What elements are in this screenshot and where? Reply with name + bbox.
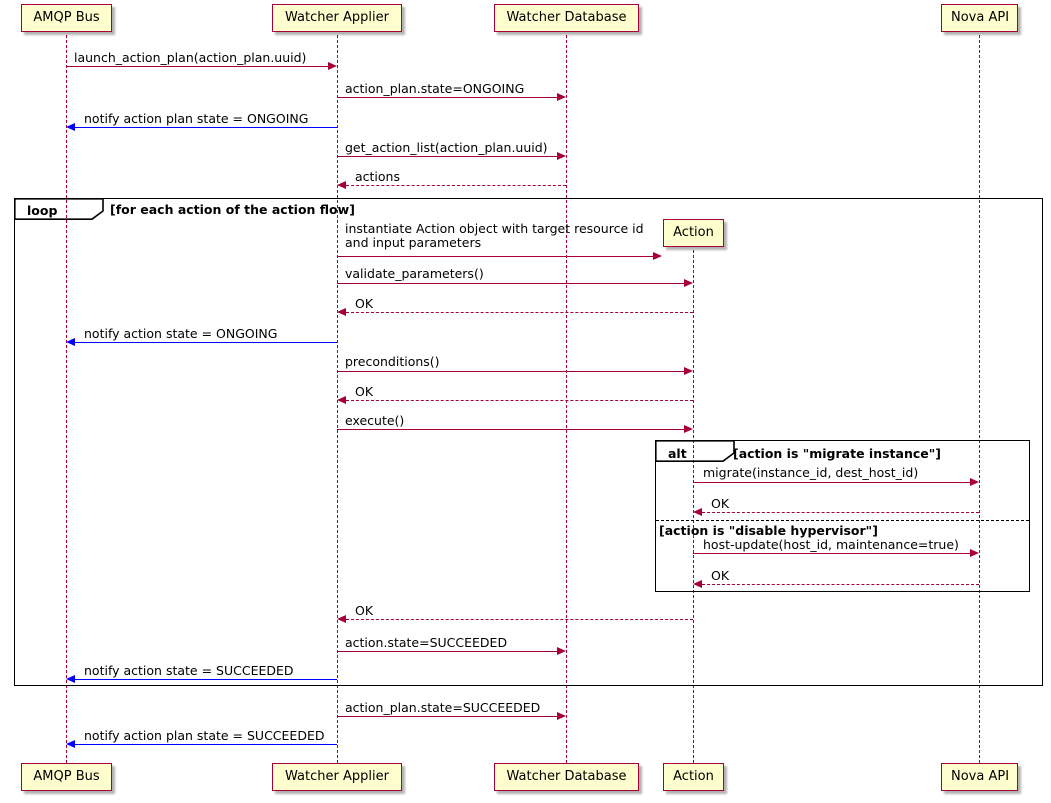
message-line-m8 [346,312,693,313]
message-line-m12 [337,429,684,430]
message-label-m8: OK [355,296,374,311]
message-line-m4 [337,156,557,157]
message-line-m14 [702,512,979,513]
message-label-m19: notify action state = SUCCEEDED [84,663,294,678]
message-line-m7 [337,283,684,284]
participant-box-db-top[interactable] [494,4,639,32]
message-arrowhead-m13 [970,478,979,486]
participant-box-applier-top[interactable] [272,4,402,32]
message-arrowhead-m4 [557,152,566,160]
message-arrowhead-m5 [337,181,346,189]
message-arrowhead-m19 [66,675,75,683]
participant-label-amqp-top: AMQP Bus [33,10,100,25]
message-label-m13: migrate(instance_id, dest_host_id) [703,465,919,480]
participant-label-nova-bottom: Nova API [951,769,1010,784]
message-line-m5 [346,185,566,186]
message-label-m21: notify action plan state = SUCCEEDED [84,728,325,743]
message-line-m6 [337,256,653,257]
message-arrowhead-m3 [66,123,75,131]
message-arrowhead-m20 [557,712,566,720]
message-label-m4: get_action_list(action_plan.uuid) [345,140,548,155]
participant-label-applier-top: Watcher Applier [285,10,389,25]
alt-frame-divider [656,520,1029,521]
participant-box-nova-top[interactable] [941,4,1018,32]
message-arrowhead-m16 [693,580,702,588]
message-arrowhead-m14 [693,508,702,516]
participant-label-nova-top: Nova API [951,10,1010,25]
message-line-m21 [75,744,337,745]
participant-box-amqp-bottom[interactable] [21,763,112,791]
alt-frame-tab [655,440,735,462]
participant-box-applier-bottom[interactable] [272,763,402,791]
message-label-m10: preconditions() [345,354,440,369]
message-label-m6-line2: and input parameters [345,235,482,251]
message-line-m20 [337,716,557,717]
alt-frame-keyword: alt [668,446,687,461]
message-line-m11 [346,400,693,401]
message-label-m14: OK [711,496,730,511]
alt-frame-guard: [action is "migrate instance"] [733,446,941,461]
message-line-m3 [75,127,337,128]
message-label-m20: action_plan.state=SUCCEEDED [345,700,541,715]
participant-box-amqp-top[interactable] [21,4,112,32]
message-arrowhead-m2 [557,93,566,101]
message-line-m15 [693,553,970,554]
message-label-m17: OK [355,603,374,618]
message-label-m12: execute() [345,413,405,428]
loop-frame-keyword: loop [27,203,58,218]
message-line-m1 [66,66,328,67]
message-arrowhead-m11 [337,396,346,404]
message-arrowhead-m9 [66,338,75,346]
message-label-m3: notify action plan state = ONGOING [84,111,309,126]
participant-box-nova-bottom[interactable] [941,763,1018,791]
message-label-m9: notify action state = ONGOING [84,326,278,341]
message-label-m6 [345,222,644,251]
message-line-m17 [346,619,693,620]
message-arrowhead-m17 [337,615,346,623]
message-label-m7: validate_parameters() [345,266,484,281]
message-line-m2 [337,97,557,98]
message-arrowhead-m8 [337,308,346,316]
message-line-m18 [337,651,557,652]
message-arrowhead-m6 [653,252,662,260]
participant-label-applier-bottom: Watcher Applier [285,769,389,784]
loop-frame-guard: [for each action of the action flow] [110,202,355,217]
participant-label-db-bottom: Watcher Database [506,769,627,784]
participant-box-db-bottom[interactable] [494,763,639,791]
message-line-m13 [693,482,970,483]
message-line-m16 [702,584,979,585]
message-arrowhead-m18 [557,647,566,655]
participant-box-action-bottom[interactable] [663,763,724,791]
message-arrowhead-m10 [684,367,693,375]
participant-label-db-top: Watcher Database [506,10,627,25]
message-label-m18: action.state=SUCCEEDED [345,635,508,650]
message-label-m11: OK [355,384,374,399]
participant-box-action-inline[interactable] [663,219,724,247]
message-label-m2: action_plan.state=ONGOING [345,81,525,96]
message-arrowhead-m21 [66,740,75,748]
message-line-m19 [75,679,337,680]
alt-frame-else-guard: [action is "disable hypervisor"] [659,523,878,538]
message-arrowhead-m15 [970,549,979,557]
participant-label-amqp-bottom: AMQP Bus [33,769,100,784]
message-arrowhead-m12 [684,425,693,433]
message-label-m15: host-update(host_id, maintenance=true) [703,537,959,552]
participant-label-action-inline: Action [673,225,714,240]
message-label-m5: actions [355,169,400,184]
message-label-m1: launch_action_plan(action_plan.uuid) [74,50,307,65]
message-arrowhead-m7 [684,279,693,287]
message-line-m9 [75,342,337,343]
participant-label-action-bottom: Action [673,769,714,784]
message-label-m6-line1: instantiate Action object with target resource id [345,221,644,236]
message-label-m16: OK [711,568,730,583]
message-arrowhead-m1 [328,62,337,70]
message-line-m10 [337,371,684,372]
